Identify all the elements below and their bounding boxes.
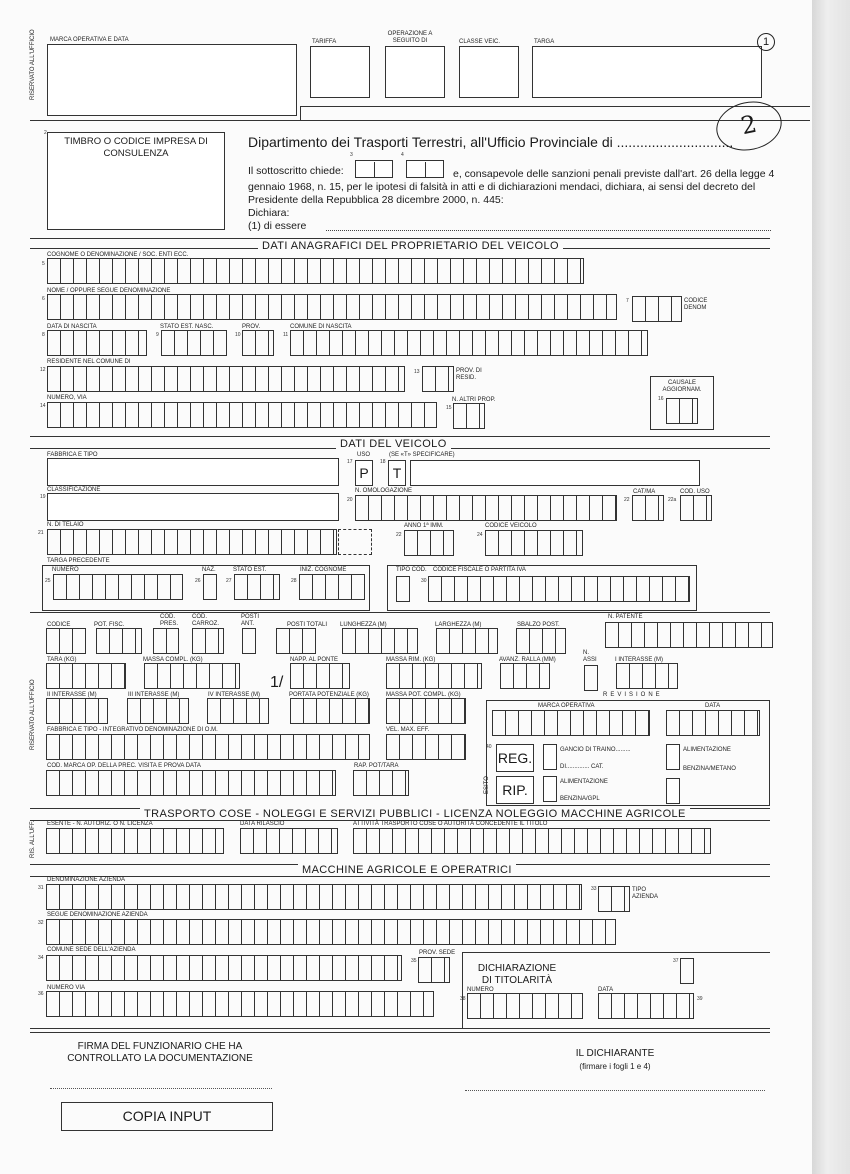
residente-cells[interactable] — [47, 366, 405, 392]
nome-cells[interactable] — [47, 294, 617, 320]
targa-label: TARGA — [534, 39, 555, 45]
dichiarazione-label: DICHIARAZIONE DI TITOLARITÀ — [477, 963, 557, 986]
sec-anagrafici: DATI ANAGRAFICI DEL PROPRIETARIO DEL VEICOLO — [258, 240, 563, 252]
tipo-azienda-label: TIPO AZIENDA — [632, 887, 659, 900]
page-number-circle: 1 — [757, 33, 775, 51]
field-num: 11 — [283, 332, 289, 338]
numero-via-macchine-label: NUMERO VIA — [47, 985, 86, 991]
vel-max-label: VEL. MAX. EFF. — [386, 727, 430, 733]
targa-prec-label: TARGA PRECEDENTE — [47, 558, 110, 564]
iniz-cognome-cells[interactable] — [299, 574, 365, 600]
field-num: 19 — [40, 494, 46, 500]
esito-label: ESITO — [484, 776, 490, 794]
cod-pres-label: COD. PRES. — [160, 614, 179, 627]
cod-pres-cells[interactable] — [153, 628, 179, 654]
res-label: RIS. ALL'UFF. — [30, 820, 36, 858]
avanz-cells[interactable] — [500, 663, 550, 689]
operazione-label: OPERAZIONE A SEGUITO DI — [387, 31, 433, 44]
napp-cells[interactable] — [290, 663, 350, 689]
codice-veicolo-label: CODICE VEICOLO — [485, 523, 537, 529]
tariffa-label: TARIFFA — [312, 39, 337, 45]
comune-nascita-cells[interactable] — [290, 330, 648, 356]
dichiarazione-check[interactable] — [680, 958, 694, 984]
field-num: 37 — [673, 958, 679, 964]
massa-pot-label: MASSA POT. COMPL. (KG) — [386, 692, 461, 698]
numero-via-label: NUMERO, VIA — [47, 395, 87, 401]
posti-ant-cells[interactable] — [242, 628, 256, 654]
ii-interasse-cells[interactable] — [46, 698, 108, 724]
attivita-cells[interactable] — [353, 828, 711, 854]
cat-ma-cells[interactable] — [632, 495, 664, 521]
field-num: 20 — [347, 497, 353, 503]
cat-ma-label: CAT/MA — [633, 489, 656, 495]
revisione-label: REVISIONE — [603, 692, 663, 698]
benzina-gpl-label: BENZINA/GPL — [560, 796, 600, 802]
revisione-data-label: DATA — [705, 703, 721, 709]
stato-est-cells[interactable] — [234, 574, 280, 600]
causale-label: CAUSALE AGGIORNAM. — [662, 380, 702, 393]
massa-rim-cells[interactable] — [386, 663, 482, 689]
dichiarante-label: IL DICHIARANTE — [575, 1048, 655, 1059]
field-num: 12 — [40, 367, 46, 373]
field-num: 13 — [414, 369, 420, 375]
marca-operativa-field[interactable] — [47, 44, 297, 116]
prov-sed-cells[interactable] — [418, 957, 450, 983]
omologazione-cells[interactable] — [355, 495, 617, 521]
dichiara-label: Dichiara: — [248, 207, 290, 219]
rule — [30, 436, 770, 437]
cod-carroz-cells[interactable] — [192, 628, 224, 654]
targa-prec-numero-cells[interactable] — [53, 574, 183, 600]
sbalzo-label: SBALZO POST. — [517, 622, 560, 628]
dichiarazione-data-label: DATA — [598, 987, 614, 993]
tipo-cod-cells[interactable] — [396, 576, 410, 602]
tipo-azienda-cells[interactable] — [598, 886, 630, 912]
rip-check[interactable] — [543, 776, 557, 802]
alimentazione-label-1: ALIMENTAZIONE — [560, 779, 608, 785]
rip-button[interactable]: RIP. — [496, 776, 534, 804]
uso-p-box[interactable]: P — [355, 460, 373, 486]
data-rilascio-label: DATA RILASCIO — [240, 821, 285, 827]
avanz-label: AVANZ. RALLA (MM) — [499, 657, 556, 663]
targa-field[interactable] — [532, 46, 762, 98]
field-num: 40 — [486, 744, 492, 750]
field-num: 34 — [38, 955, 44, 961]
numero-via-macchine-cells[interactable] — [46, 991, 434, 1017]
frazione-text: 1/ — [270, 674, 284, 691]
iii-interasse-label: III INTERASSE (M) — [128, 692, 180, 698]
portata-label: PORTATA POTENZIALE (KG) — [289, 692, 369, 698]
massa-pot-cells[interactable] — [386, 698, 466, 724]
ii-interasse-label: II INTERASSE (M) — [47, 692, 97, 698]
lunghezza-label: LUNGHEZZA (M) — [340, 622, 387, 628]
chiede-text: Il sottoscritto chiede: — [248, 165, 344, 177]
gancio-check[interactable] — [666, 744, 680, 770]
revisione-marca-label: MARCA OPERATIVA — [538, 703, 595, 709]
lunghezza-cells[interactable] — [342, 628, 418, 654]
attivita-label: ATTIVITÀ TRASPORTO COSE O AUTORITÀ CONCEDENTE IL TITOLO — [353, 821, 548, 827]
di-cat-label: DI.............. CAT. — [560, 764, 604, 770]
field-num: 16 — [658, 396, 664, 402]
n-patente-cells[interactable] — [605, 622, 773, 648]
napp-label: NAPP. AL PONTE — [290, 657, 339, 663]
codice-label: CODICE — [47, 622, 71, 628]
riservato-tecnici-label: RISERVATO ALL'UFFICIO — [30, 679, 36, 750]
codice-fiscale-cells[interactable] — [428, 576, 690, 602]
riservato-label: RISERVATO ALL'UFFICIO — [30, 29, 36, 100]
cod-uso-label: COD. USO — [680, 489, 710, 495]
esente-label: ESENTE - N. AUTORIZ. O N. LICENZA — [47, 821, 153, 827]
field-num: 30 — [421, 578, 427, 584]
field-num: 4 — [401, 152, 404, 158]
numero-via-cells[interactable] — [47, 402, 437, 428]
field-num: 6 — [42, 296, 45, 302]
n-assi-label: N. ASSI — [583, 650, 597, 663]
dichiarazione-text: e, consapevole delle sanzioni penali previste dall'art. 26 della legge 4 gennaio 1968, n. 15, per le ipotesi di falsità in atti e di dichiarazioni mendaci, dichiara, ai sensi del decreto del Presidente della Repubblica 28 dicembre 2000, n. 445: — [248, 168, 775, 206]
alimentazione-label-2: ALIMENTAZIONE — [683, 747, 731, 753]
denominazione-label: DENOMINAZIONE AZIENDA — [47, 877, 126, 883]
gancio-label: GANCIO DI TRAINO......... — [560, 747, 631, 753]
revisione-marca-cells[interactable] — [492, 710, 650, 736]
field-num: 14 — [40, 403, 46, 409]
header-rule-v — [300, 106, 301, 120]
dichiarazione-numero-label: NUMERO — [467, 987, 494, 993]
header-rule-2 — [30, 120, 810, 121]
n-assi-cells[interactable] — [584, 665, 598, 691]
comune-sede-cells[interactable] — [46, 955, 402, 981]
field-num: 32 — [38, 920, 44, 926]
codice-veicolo-cells[interactable] — [485, 530, 583, 556]
field-num: 2 — [44, 130, 47, 136]
fabbrica-om-cells[interactable] — [46, 734, 370, 760]
benzina-metano-label: BENZINA/METANO — [683, 766, 736, 772]
fabbrica-field[interactable] — [47, 458, 339, 486]
dichiarante-line[interactable] — [465, 1090, 765, 1091]
data-nascita-cells[interactable] — [47, 330, 147, 356]
field-num: 38 — [460, 996, 466, 1002]
i-interasse-cells[interactable] — [616, 663, 678, 689]
firmare-note: (firmare i fogli 1 e 4) — [579, 1062, 651, 1071]
telaio-label: N. DI TELAIO — [47, 522, 84, 528]
dipartimento-text: Dipartimento dei Trasporti Terrestri, all'Ufficio Provinciale di .............................. — [248, 134, 734, 150]
prov-sed-label: PROV. SEDE — [419, 950, 456, 956]
field-num: 8 — [42, 332, 45, 338]
stato-est-label: STATO EST. — [233, 567, 267, 573]
altri-prop-cells[interactable] — [453, 403, 485, 429]
se-t-field[interactable] — [410, 460, 700, 486]
field-num: 28 — [291, 578, 297, 584]
cod-marca-label: COD. MARCA OP. DELLA PREC. VISITA E PROVA DATA — [47, 763, 201, 769]
sec-macchine: MACCHINE AGRICOLE E OPERATRICI — [298, 864, 516, 876]
anno-label: ANNO 1ª IMM. — [404, 523, 444, 529]
rule — [30, 238, 770, 239]
field-num: 33 — [591, 886, 597, 892]
field-num: 5 — [42, 261, 45, 267]
field-num: 21 — [38, 530, 44, 536]
cognome-cells[interactable] — [47, 258, 584, 284]
dichiarazione-data-cells[interactable] — [598, 993, 694, 1019]
sec-trasporto: TRASPORTO COSE - NOLEGGI E SERVIZI PUBBLICI - LICENZA NOLEGGIO MACCHINE AGRICOLE — [140, 808, 690, 820]
fabbrica-label: FABBRICA E TIPO — [47, 452, 98, 458]
massa-compl-label: MASSA COMPL. (KG) — [143, 657, 203, 663]
iii-interasse-cells[interactable] — [127, 698, 189, 724]
field-num: 36 — [38, 991, 44, 997]
rule — [30, 612, 770, 613]
prov-label: PROV. — [242, 324, 261, 330]
rap-pot-label: RAP. POT/TARA — [354, 763, 399, 769]
timbro-label: TIMBRO O CODICE IMPRESA DI CONSULENZA — [64, 136, 208, 159]
posti-totali-cells[interactable] — [276, 628, 316, 654]
field-num: 10 — [235, 332, 241, 338]
fabbrica-om-label: FABBRICA E TIPO - INTEGRATIVO DENOMINAZIONE DI O.M. — [47, 727, 218, 733]
rule — [30, 876, 770, 877]
iv-interasse-label: IV INTERASSE (M) — [208, 692, 261, 698]
sbalzo-cells[interactable] — [516, 628, 566, 654]
marca-operativa-label: MARCA OPERATIVA E DATA — [50, 37, 129, 43]
comune-sede-label: COMUNE SEDE DELL'AZIENDA — [47, 947, 136, 953]
rule-v — [462, 952, 463, 1028]
rule — [462, 952, 770, 953]
comune-nascita-label: COMUNE DI NASCITA — [290, 324, 352, 330]
larghezza-label: LARGHEZZA (M) — [435, 622, 482, 628]
copia-input-box: COPIA INPUT — [61, 1102, 273, 1131]
classe-veic-label: CLASSE VEIC. — [459, 39, 501, 45]
altri-prop-label: N. ALTRI PROP. — [452, 397, 496, 403]
denominazione-cells[interactable] — [46, 884, 582, 910]
tipo-cod-label: TIPO COD. — [396, 567, 427, 573]
anno-cells[interactable] — [404, 530, 454, 556]
field-num: 22a — [668, 497, 677, 503]
uso-label: USO — [357, 452, 371, 458]
field-num: 18 — [380, 459, 386, 465]
prov-resid-label: PROV. DI RESID. — [456, 368, 482, 381]
classificazione-label: CLASSIFICAZIONE — [47, 487, 101, 493]
naz-label: NAZ. — [202, 567, 216, 573]
field-num: 22 — [624, 497, 630, 503]
nome-label: NOME / OPPURE SEGUE DENOMINAZIONE — [47, 288, 171, 294]
field-num: 27 — [226, 578, 232, 584]
revisione-data-cells[interactable] — [666, 710, 760, 736]
codice-fiscale-label: CODICE FISCALE O PARTITA IVA — [433, 567, 526, 573]
pot-fisc-cells[interactable] — [96, 628, 142, 654]
massa-compl-cells[interactable] — [144, 663, 240, 689]
handwritten-circle: 2 — [712, 96, 787, 157]
page-edge — [812, 0, 850, 1174]
uso-t-box[interactable]: T — [388, 460, 406, 486]
dichiarazione-numero-cells[interactable] — [467, 993, 583, 1019]
field-num: 26 — [195, 578, 201, 584]
larghezza-cells[interactable] — [436, 628, 498, 654]
classe-veic-field[interactable] — [459, 46, 519, 98]
vel-max-cells[interactable] — [386, 734, 466, 760]
segue-label: SEGUE DENOMINAZIONE AZIENDA — [47, 912, 148, 918]
omologazione-label: N. OMOLOGAZIONE — [355, 488, 413, 494]
alimentazione-check[interactable] — [666, 778, 680, 804]
n-patente-label: N. PATENTE — [608, 614, 643, 620]
naz-cells[interactable] — [203, 574, 217, 600]
reg-check[interactable] — [543, 744, 557, 770]
reg-button[interactable]: REG. — [496, 744, 534, 772]
field-num: 39 — [697, 996, 703, 1002]
sec-veicolo: DATI DEL VEICOLO — [336, 438, 451, 450]
residente-label: RESIDENTE NEL COMUNE DI — [47, 359, 131, 365]
pot-fisc-label: POT. FISC. — [94, 622, 125, 628]
operazione-field[interactable] — [385, 46, 445, 98]
cod-carroz-label: COD. CARROZ. — [192, 614, 219, 627]
field-num: 35 — [411, 958, 417, 964]
tariffa-field[interactable] — [310, 46, 370, 98]
stato-est-nasc-label: STATO EST. NASC. — [160, 324, 214, 330]
tara-label: TARA (KG) — [47, 657, 77, 663]
cod-marca-cells[interactable] — [46, 770, 336, 796]
causale-cells[interactable] — [666, 398, 698, 424]
rule — [30, 1028, 770, 1029]
i-interasse-label: I INTERASSE (M) — [615, 657, 664, 663]
cognome-label: COGNOME O DENOMINAZIONE / SOC. ENTI ECC. — [47, 252, 189, 258]
field-num: 25 — [45, 578, 51, 584]
telaio-cells[interactable] — [47, 529, 337, 555]
firma-funzionario-label: FIRMA DEL FUNZIONARIO CHE HA CONTROLLATO LA DOCUMENTAZIONE — [67, 1041, 253, 1064]
posti-ant-label: POSTI ANT. — [241, 614, 260, 627]
data-rilascio-cells[interactable] — [240, 828, 338, 854]
se-t-label: (SE «T» SPECIFICARE) — [389, 452, 455, 458]
iv-interasse-cells[interactable] — [207, 698, 269, 724]
field-num: 24 — [477, 532, 483, 538]
field-num: 3 — [350, 152, 353, 158]
segue-cells[interactable] — [46, 919, 616, 945]
classificazione-field[interactable] — [47, 493, 339, 521]
codice-denom-label: CODICE DENOM — [684, 298, 708, 311]
prov-resid-cells[interactable] — [422, 366, 454, 392]
field-num: 31 — [38, 885, 44, 891]
codice-denom-cells[interactable] — [632, 296, 682, 322]
di-essere-label: (1) di essere — [248, 220, 307, 232]
firma-funzionario-line[interactable] — [50, 1088, 272, 1089]
portata-cells[interactable] — [290, 698, 370, 724]
di-essere-line[interactable] — [326, 230, 771, 231]
field-num: 9 — [156, 332, 159, 338]
telaio-dashed-cells[interactable] — [338, 529, 372, 555]
data-nascita-label: DATA DI NASCITA — [47, 324, 97, 330]
massa-rim-label: MASSA RIM. (KG) — [386, 657, 436, 663]
codice-cells[interactable] — [46, 628, 86, 654]
field-num: 15 — [446, 405, 452, 411]
iniz-cognome-label: INIZ. COGNOME — [300, 567, 347, 573]
posti-totali-label: POSTI TOTALI — [287, 622, 328, 628]
field-num: 7 — [626, 298, 629, 304]
stato-est-nasc-cells[interactable] — [161, 330, 227, 356]
numero-label: NUMERO — [52, 567, 79, 573]
esente-cells[interactable] — [46, 828, 224, 854]
field-num: 22 — [396, 532, 402, 538]
tara-cells[interactable] — [46, 663, 126, 689]
prov-cells[interactable] — [242, 330, 274, 356]
cod-uso-cells[interactable] — [680, 495, 712, 521]
field-num: 17 — [347, 459, 353, 465]
rule — [30, 1032, 770, 1033]
rap-pot-cells[interactable] — [353, 770, 409, 796]
